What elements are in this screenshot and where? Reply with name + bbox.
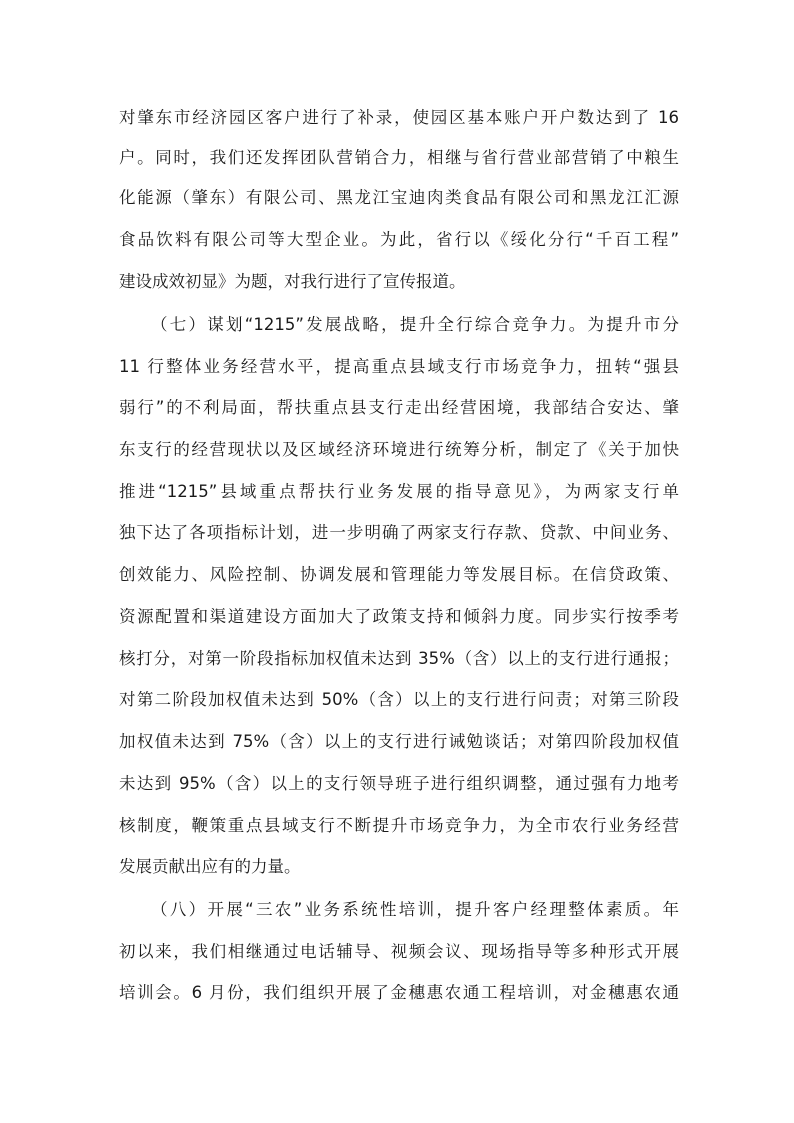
paragraph-line: 食品饮料有限公司等大型企业。为此，省行以《绥化分行“千百工程” bbox=[119, 230, 679, 249]
paragraph-line: 对肇东市经济园区客户进行了补录，使园区基本账户开户数达到了 16 bbox=[119, 108, 679, 127]
paragraph-line: 推进“1215”县域重点帮扶行业务发展的指导意见》，为两家支行单 bbox=[119, 482, 679, 501]
paragraph-line: 化能源（肇东）有限公司、黑龙江宝迪肉类食品有限公司和黑龙江汇源 bbox=[119, 188, 679, 207]
paragraph-line: 资源配置和渠道建设方面加大了政策支持和倾斜力度。同步实行按季考 bbox=[119, 607, 679, 626]
paragraph-line: 户。同时，我们还发挥团队营销合力，相继与省行营业部营销了中粮生 bbox=[119, 148, 679, 167]
paragraph-line: 培训会。6 月份，我们组织开展了金穗惠农通工程培训，对金穗惠农通 bbox=[119, 983, 679, 1002]
paragraph-heading-line: （八）开展“三农”业务系统性培训，提升客户经理整体素质。年 bbox=[151, 900, 679, 919]
paragraph-line: 独下达了各项指标计划，进一步明确了两家支行存款、贷款、中间业务、 bbox=[119, 523, 679, 542]
paragraph-line: 加权值未达到 75%（含）以上的支行进行诫勉谈话；对第四阶段加权值 bbox=[119, 732, 679, 751]
paragraph-heading-line: （七）谋划“1215”发展战略，提升全行综合竞争力。为提升市分 bbox=[151, 315, 679, 334]
paragraph-line: 11 行整体业务经营水平，提高重点县域支行市场竞争力，扭转“强县 bbox=[119, 357, 679, 376]
paragraph-line: 弱行”的不利局面，帮扶重点县支行走出经营困境，我部结合安达、肇 bbox=[119, 398, 679, 417]
paragraph-line: 初以来，我们相继通过电话辅导、视频会议、现场指导等多种形式开展 bbox=[119, 942, 679, 961]
paragraph-line: 对第二阶段加权值未达到 50%（含）以上的支行进行问责；对第三阶段 bbox=[119, 690, 679, 709]
paragraph-line: 核打分，对第一阶段指标加权值未达到 35%（含）以上的支行进行通报； bbox=[119, 649, 679, 668]
paragraph-line: 未达到 95%（含）以上的支行领导班子进行组织调整，通过强有力地考 bbox=[119, 774, 679, 793]
paragraph-line: 东支行的经营现状以及区域经济环境进行统筹分析，制定了《关于加快 bbox=[119, 440, 679, 459]
paragraph-line: 核制度，鞭策重点县域支行不断提升市场竞争力，为全市农行业务经营 bbox=[119, 816, 679, 835]
paragraph-line: 建设成效初显》为题，对我行进行了宣传报道。 bbox=[119, 272, 466, 291]
paragraph-line: 创效能力、风险控制、协调发展和管理能力等发展目标。在信贷政策、 bbox=[119, 565, 679, 584]
paragraph-line: 发展贡献出应有的力量。 bbox=[119, 857, 301, 876]
